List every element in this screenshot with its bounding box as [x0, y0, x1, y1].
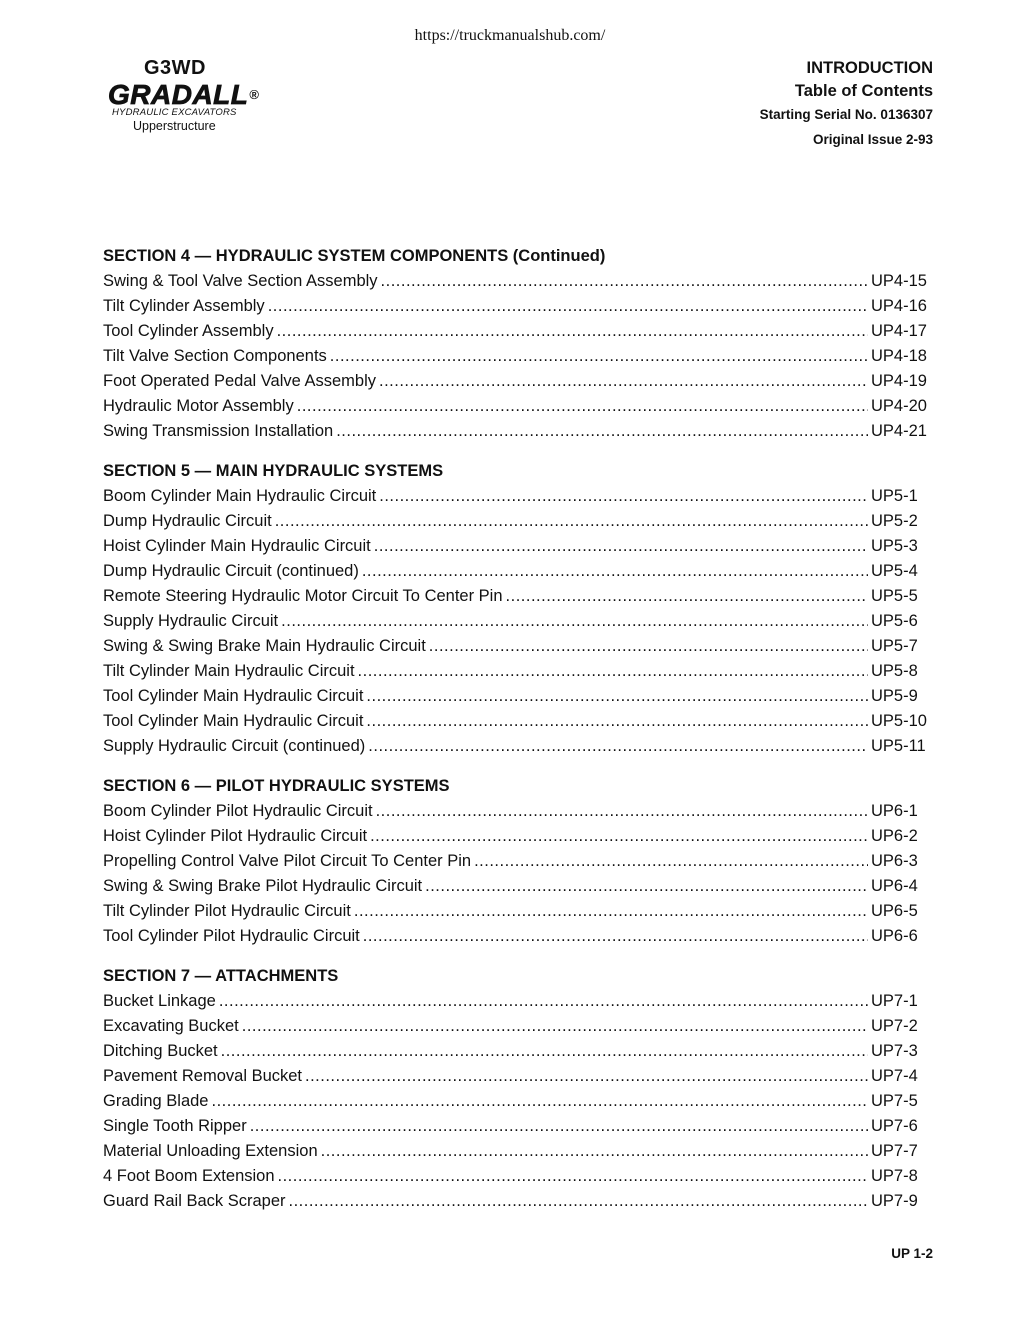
logo-subtitle: HYDRAULIC EXCAVATORS	[112, 107, 237, 118]
toc-entry-page: UP5-1	[871, 487, 918, 505]
toc-entry-label: Tool Cylinder Main Hydraulic Circuit	[103, 687, 364, 705]
toc-entry-page: UP7-4	[871, 1067, 918, 1085]
dot-leader	[242, 1014, 868, 1039]
toc-entry[interactable]	[103, 824, 933, 849]
model-name: G3WD	[144, 57, 206, 79]
toc-entry[interactable]	[103, 1014, 933, 1039]
toc-entry-page: UP7-1	[871, 992, 918, 1010]
toc-entry[interactable]	[103, 419, 933, 444]
toc-entry-label: Tilt Cylinder Assembly	[103, 297, 265, 315]
dot-leader	[278, 1164, 868, 1189]
toc-entry-page: UP5-2	[871, 512, 918, 530]
dot-leader	[336, 419, 868, 444]
toc-entry-page: UP4-18	[871, 347, 927, 365]
toc-entry-page: UP6-3	[871, 852, 918, 870]
toc-entry-page: UP4-16	[871, 297, 927, 315]
dot-leader	[362, 559, 868, 584]
toc-entry-page: UP7-9	[871, 1192, 918, 1210]
toc-entry-label: Dump Hydraulic Circuit	[103, 512, 272, 530]
toc-entry-label: Propelling Control Valve Pilot Circuit To Center Pin	[103, 852, 472, 870]
toc-entry-page: UP5-6	[871, 612, 918, 630]
dot-leader	[281, 609, 868, 634]
dot-leader	[368, 734, 868, 759]
toc-entry-label: Grading Blade	[103, 1092, 209, 1110]
toc-entry[interactable]	[103, 799, 933, 824]
dot-leader	[289, 1189, 869, 1214]
table-of-contents	[103, 244, 933, 1229]
toc-section	[103, 774, 933, 949]
toc-entry-page: UP7-5	[871, 1092, 918, 1110]
toc-entry[interactable]	[103, 899, 933, 924]
toc-entry[interactable]	[103, 1114, 933, 1139]
toc-entry-label: Hoist Cylinder Main Hydraulic Circuit	[103, 537, 371, 555]
toc-entry-page: UP4-21	[871, 422, 927, 440]
toc-entry-label: Supply Hydraulic Circuit (continued)	[103, 737, 366, 755]
toc-entry-label: Hydraulic Motor Assembly	[103, 397, 294, 415]
toc-entry[interactable]	[103, 319, 933, 344]
dot-leader	[506, 584, 868, 609]
toc-entry-label: Tilt Valve Section Components	[103, 347, 327, 365]
toc-entry-label: Pavement Removal Bucket	[103, 1067, 303, 1085]
toc-entry-label: Boom Cylinder Pilot Hydraulic Circuit	[103, 802, 373, 820]
toc-entry-page: UP5-4	[871, 562, 918, 580]
toc-entry-label: Swing & Swing Brake Main Hydraulic Circuit	[103, 637, 426, 655]
toc-entry[interactable]	[103, 394, 933, 419]
toc-entry[interactable]	[103, 849, 933, 874]
page-number: UP 1-2	[891, 1246, 933, 1261]
toc-entry-label: Remote Steering Hydraulic Motor Circuit To Center Pin	[103, 587, 503, 605]
dot-leader	[379, 369, 868, 394]
dot-leader	[425, 874, 868, 899]
toc-entry[interactable]	[103, 294, 933, 319]
toc-entry[interactable]	[103, 509, 933, 534]
manual-area: Upperstructure	[133, 119, 216, 133]
toc-entry-label: Tool Cylinder Assembly	[103, 322, 274, 340]
section-title: SECTION 5 — MAIN HYDRAULIC SYSTEMS	[103, 462, 444, 480]
toc-entry[interactable]	[103, 709, 933, 734]
toc-entry-page: UP4-15	[871, 272, 927, 290]
dot-leader	[277, 319, 868, 344]
toc-entry[interactable]	[103, 269, 933, 294]
toc-entry-page: UP5-9	[871, 687, 918, 705]
toc-entry[interactable]	[103, 1064, 933, 1089]
toc-entry-page: UP6-5	[871, 902, 918, 920]
toc-entry[interactable]	[103, 684, 933, 709]
toc-entry-label: Guard Rail Back Scraper	[103, 1192, 286, 1210]
toc-entry-label: Swing & Swing Brake Pilot Hydraulic Circuit	[103, 877, 423, 895]
dot-leader	[321, 1139, 868, 1164]
toc-entry-label: Material Unloading Extension	[103, 1142, 318, 1160]
toc-entry[interactable]	[103, 874, 933, 899]
dot-leader	[275, 509, 868, 534]
toc-entry[interactable]	[103, 344, 933, 369]
toc-entry-page: UP5-5	[871, 587, 918, 605]
toc-entry-page: UP7-2	[871, 1017, 918, 1035]
toc-section	[103, 459, 933, 759]
toc-entry-label: Excavating Bucket	[103, 1017, 239, 1035]
serial-number: Starting Serial No. 0136307	[759, 107, 933, 122]
toc-entry[interactable]	[103, 584, 933, 609]
toc-entry-page: UP7-8	[871, 1167, 918, 1185]
logo-text: GRADALL	[108, 79, 249, 110]
toc-entry-page: UP6-4	[871, 877, 918, 895]
toc-entry-label: Swing & Tool Valve Section Assembly	[103, 272, 378, 290]
toc-entry-page: UP4-19	[871, 372, 927, 390]
dot-leader	[212, 1089, 869, 1114]
dot-leader	[221, 1039, 868, 1064]
dot-leader	[297, 394, 868, 419]
dot-leader	[330, 344, 868, 369]
section-title: SECTION 6 — PILOT HYDRAULIC SYSTEMS	[103, 777, 450, 795]
toc-entry-page: UP5-10	[871, 712, 927, 730]
toc-entry[interactable]	[103, 634, 933, 659]
toc-entry-label: Bucket Linkage	[103, 992, 216, 1010]
toc-entry-label: Hoist Cylinder Pilot Hydraulic Circuit	[103, 827, 368, 845]
toc-entry-page: UP5-7	[871, 637, 918, 655]
toc-entry[interactable]	[103, 924, 933, 949]
toc-entry-label: Foot Operated Pedal Valve Assembly	[103, 372, 377, 390]
gradall-logo	[108, 81, 284, 109]
toc-entry-label: Dump Hydraulic Circuit (continued)	[103, 562, 359, 580]
toc-entry[interactable]	[103, 484, 933, 509]
toc-entry-page: UP5-8	[871, 662, 918, 680]
dot-leader	[429, 634, 868, 659]
dot-leader	[354, 899, 868, 924]
dot-leader	[381, 269, 868, 294]
toc-entry-label: Tilt Cylinder Main Hydraulic Circuit	[103, 662, 355, 680]
brand-block	[104, 57, 284, 133]
toc-entry-label: Single Tooth Ripper	[103, 1117, 247, 1135]
toc-entry[interactable]	[103, 559, 933, 584]
dot-leader	[268, 294, 868, 319]
dot-leader	[250, 1114, 868, 1139]
toc-entry[interactable]	[103, 1039, 933, 1064]
toc-entry-page: UP7-3	[871, 1042, 918, 1060]
toc-section	[103, 244, 933, 444]
toc-entry-label: Tool Cylinder Main Hydraulic Circuit	[103, 712, 364, 730]
toc-entry-label: Tool Cylinder Pilot Hydraulic Circuit	[103, 927, 360, 945]
toc-section	[103, 964, 933, 1214]
source-url[interactable]: https://truckmanualshub.com/	[414, 27, 606, 44]
section-title: SECTION 4 — HYDRAULIC SYSTEM COMPONENTS (Continued)	[103, 247, 606, 265]
toc-entry-page: UP6-6	[871, 927, 918, 945]
toc-entry[interactable]	[103, 1089, 933, 1114]
header-subtitle: Table of Contents	[794, 82, 933, 100]
dot-leader	[376, 799, 868, 824]
dot-leader	[366, 684, 868, 709]
registered-mark: ®	[249, 87, 260, 102]
toc-entry-page: UP5-3	[871, 537, 918, 555]
section-title: SECTION 7 — ATTACHMENTS	[103, 967, 339, 985]
dot-leader	[219, 989, 868, 1014]
dot-leader	[363, 924, 868, 949]
toc-entry-label: 4 Foot Boom Extension	[103, 1167, 275, 1185]
page-header	[760, 57, 933, 153]
dot-leader	[366, 709, 868, 734]
toc-entry[interactable]	[103, 534, 933, 559]
dot-leader	[379, 484, 868, 509]
toc-entry-page: UP4-17	[871, 322, 927, 340]
dot-leader	[374, 534, 868, 559]
toc-entry-page: UP6-2	[871, 827, 918, 845]
toc-entry-page: UP5-11	[871, 737, 926, 755]
toc-entry-label: Supply Hydraulic Circuit	[103, 612, 279, 630]
dot-leader	[370, 824, 868, 849]
dot-leader	[474, 849, 868, 874]
toc-entry[interactable]	[103, 609, 933, 634]
toc-entry[interactable]	[103, 659, 933, 684]
toc-entry[interactable]	[103, 1164, 933, 1189]
toc-entry-page: UP6-1	[871, 802, 918, 820]
header-title: INTRODUCTION	[806, 59, 933, 77]
toc-entry[interactable]	[103, 1189, 933, 1214]
toc-entry-page: UP7-6	[871, 1117, 918, 1135]
toc-entry-label: Boom Cylinder Main Hydraulic Circuit	[103, 487, 377, 505]
toc-entry[interactable]	[103, 734, 933, 759]
dot-leader	[358, 659, 868, 684]
issue-info: Original Issue 2-93	[812, 132, 933, 147]
toc-entry[interactable]	[103, 989, 933, 1014]
toc-entry[interactable]	[103, 369, 933, 394]
dot-leader	[305, 1064, 868, 1089]
toc-entry-label: Tilt Cylinder Pilot Hydraulic Circuit	[103, 902, 351, 920]
toc-entry[interactable]	[103, 1139, 933, 1164]
toc-entry-page: UP7-7	[871, 1142, 918, 1160]
toc-entry-label: Ditching Bucket	[103, 1042, 218, 1060]
toc-entry-page: UP4-20	[871, 397, 927, 415]
toc-entry-label: Swing Transmission Installation	[103, 422, 334, 440]
